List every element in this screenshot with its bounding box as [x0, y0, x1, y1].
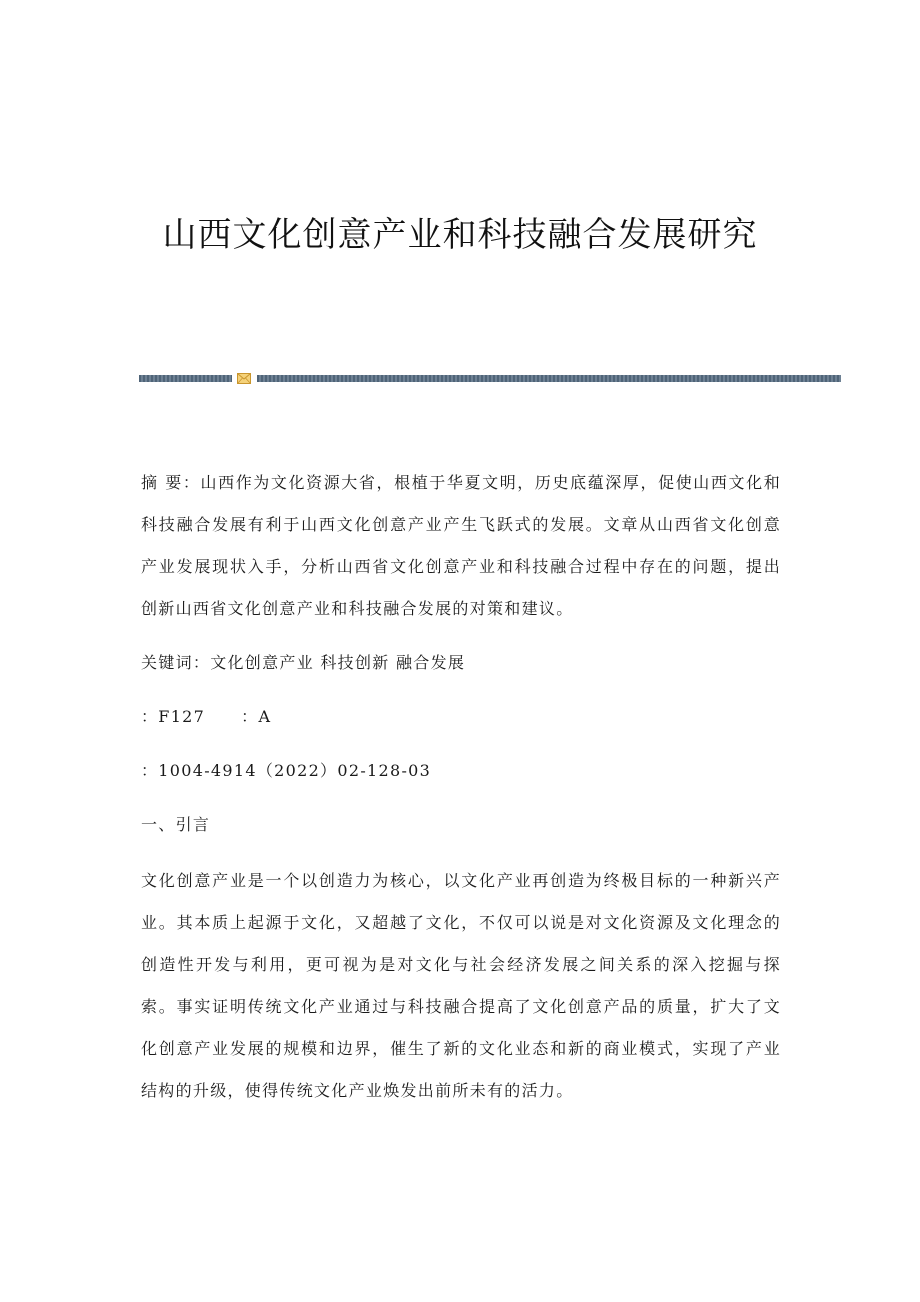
document-body	[141, 462, 781, 1112]
page-title: 山西文化创意产业和科技融合发展研究	[162, 215, 758, 255]
envelope-icon	[237, 373, 251, 384]
divider-bar-left	[139, 375, 232, 382]
intro-paragraph: 文化创意产业是一个以创造力为核心，以文化产业再创造为终极目标的一种新兴产业。其本质上起源于文化，又超越了文化，不仅可以说是对文化资源及文化理念的创造性开发与利用，更可视为是对文化与社会经济发展之间关系的深入挖掘与探索。事实证明传统文化产业通过与科技融合提高了文化创意产品的质量，扩大了文化创意产业发展的规模和边界，催生了新的文化业态和新的商业模式，实现了产业结构的升级，使得传统文化产业焕发出前所未有的活力。	[141, 871, 781, 1100]
keywords-line: 关键词：文化创意产业 科技创新 融合发展	[141, 653, 466, 672]
title-divider	[139, 372, 841, 386]
classification-line	[141, 696, 781, 738]
divider-bar-right	[257, 375, 841, 382]
document-code: ：A	[241, 707, 272, 726]
abstract-paragraph: 摘 要：山西作为文化资源大省，根植于华夏文明，历史底蕴深厚，促使山西文化和科技融合发展有利于山西文化创意产业产生飞跃式的发展。文章从山西省文化创意产业发展现状入手，分析山西省文化创意产业和科技融合过程中存在的问题，提出创新山西省文化创意产业和科技融合发展的对策和建议。	[141, 473, 781, 618]
article-id-line: ：1004-4914（2022）02-128-03	[141, 761, 432, 780]
section-heading: 一、引言	[141, 815, 211, 834]
classification-code: ：F127	[141, 707, 206, 726]
